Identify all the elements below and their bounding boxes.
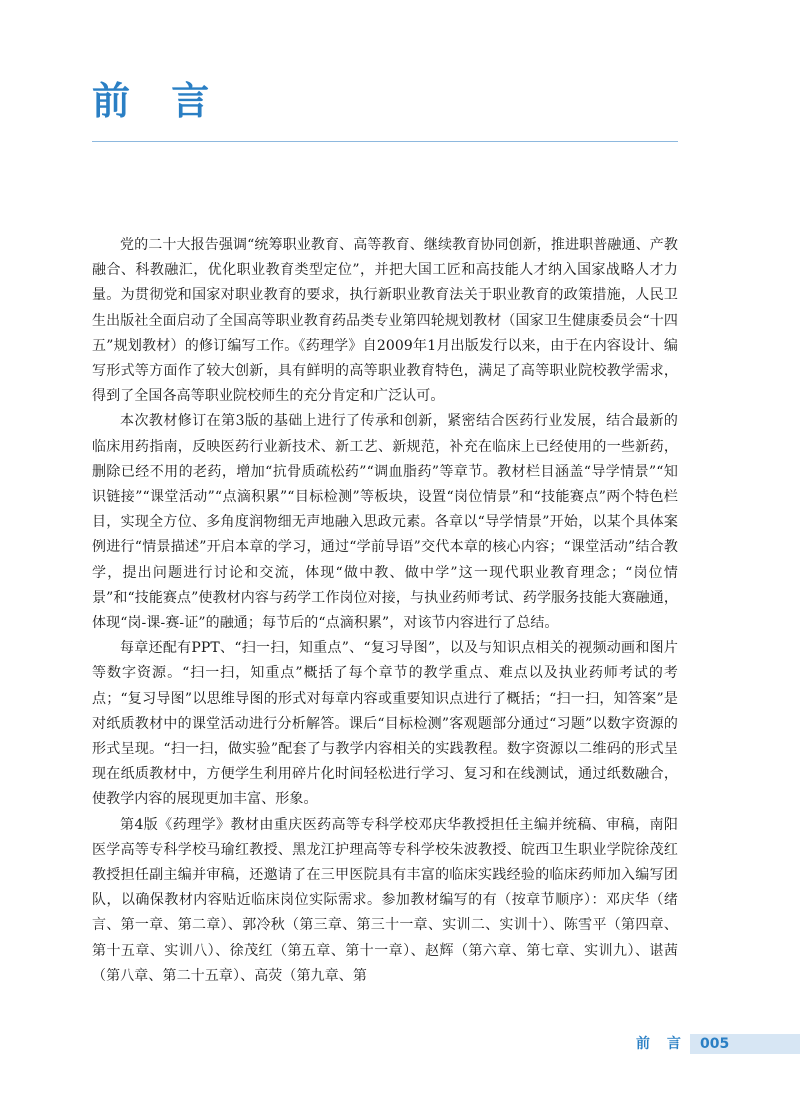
paragraph: 党的二十大报告强调“统筹职业教育、高等教育、继续教育协同创新，推进职普融通、产教融合、科教融汇，优化职业教育类型定位”，并把大国工匠和高技能人才纳入国家战略人才力量。为贯彻党和国家对职业教育的要求，执行新职业教育法关于职业教育的政策措施，人民卫生出版社全面启动了全国高等职业教育药品类专业第四轮规划教材（国家卫生健康委员会“十四五”规划教材）的修订编写工作。《药理学》自2009年1月出版发行以来，由于在内容设计、编写形式等方面作了较大创新，具有鲜明的高等职业教育特色，满足了高等职业院校教学需求，得到了全国各高等职业院校师生的充分肯定和广泛认可。 [92,237,678,405]
page-number: 005 [700,1036,730,1052]
paragraph: 第4版《药理学》教材由重庆医药高等专科学校邓庆华教授担任主编并统稿、审稿，南阳医学高等专科学校马瑜红教授、黑龙江护理高等专科学校朱波教授、皖西卫生职业学院徐茂红教授担任副主编并审稿，还邀请了在三甲医院具有丰富的临床实践经验的临床药师加入编写团队，以确保教材内容贴近临床岗位实际需求。参加教材编写的有（按章节顺序）：邓庆华（绪言、第一章、第二章）、郭冷秋（第三章、第三十一章、实训二、实训十）、陈雪平（第四章、第十五章、实训八）、徐茂红（第五章、第十一章）、赵辉（第六章、第七章、实训九）、谌茜（第八章、第二十五章）、高荧（第九章、第 [92,816,678,984]
paragraph: 本次教材修订在第3版的基础上进行了传承和创新，紧密结合医药行业发展，结合最新的临床用药指南，反映医药行业新技术、新工艺、新规范，补充在临床上已经使用的一些新药，删除已经不用的老药，增加“抗骨质疏松药”“调血脂药”等章节。教材栏目涵盖“导学情景”“知识链接”“课堂活动”“点滴积累”“目标检测”等板块，设置“岗位情景”和“技能赛点”两个特色栏目，实现全方位、多角度润物细无声地融入思政元素。各章以“导学情景”开始，以某个具体案例进行“情景描述”开启本章的学习，通过“学前导语”交代本章的核心内容；“课堂活动”结合教学，提出问题进行讨论和交流，体现“做中教、做中学”这一现代职业教育理念；“岗位情景”和“技能赛点”使教材内容与药学工作岗位对接，与执业药师考试、药学服务技能大赛融通，体现“岗-课-赛-证”的融通；每节后的“点滴积累”，对该节内容进行了总结。 [92,413,678,632]
page-title: 前 言 [92,79,224,123]
body-text [92,233,678,989]
footer-section-label: 前 言 [636,1036,687,1052]
title-divider [92,141,678,142]
paragraph: 每章还配有PPT、“扫一扫，知重点”、“复习导图”，以及与知识点相关的视频动画和图片等数字资源。“扫一扫，知重点”概括了每个章节的教学重点、难点以及执业药师考试的考点；“复习导图”以思维导图的形式对每章内容或重要知识点进行了概括；“扫一扫，知答案”是对纸质教材中的课堂活动进行分析解答。课后“目标检测”客观题部分通过“习题”以数字资源的形式呈现。“扫一扫，做实验”配套了与教学内容相关的实践教程。数字资源以二维码的形式呈现在纸质教材中，方便学生利用碎片化时间轻松进行学习、复习和在线测试，通过纸数融合，使教学内容的展现更加丰富、形象。 [92,640,678,808]
